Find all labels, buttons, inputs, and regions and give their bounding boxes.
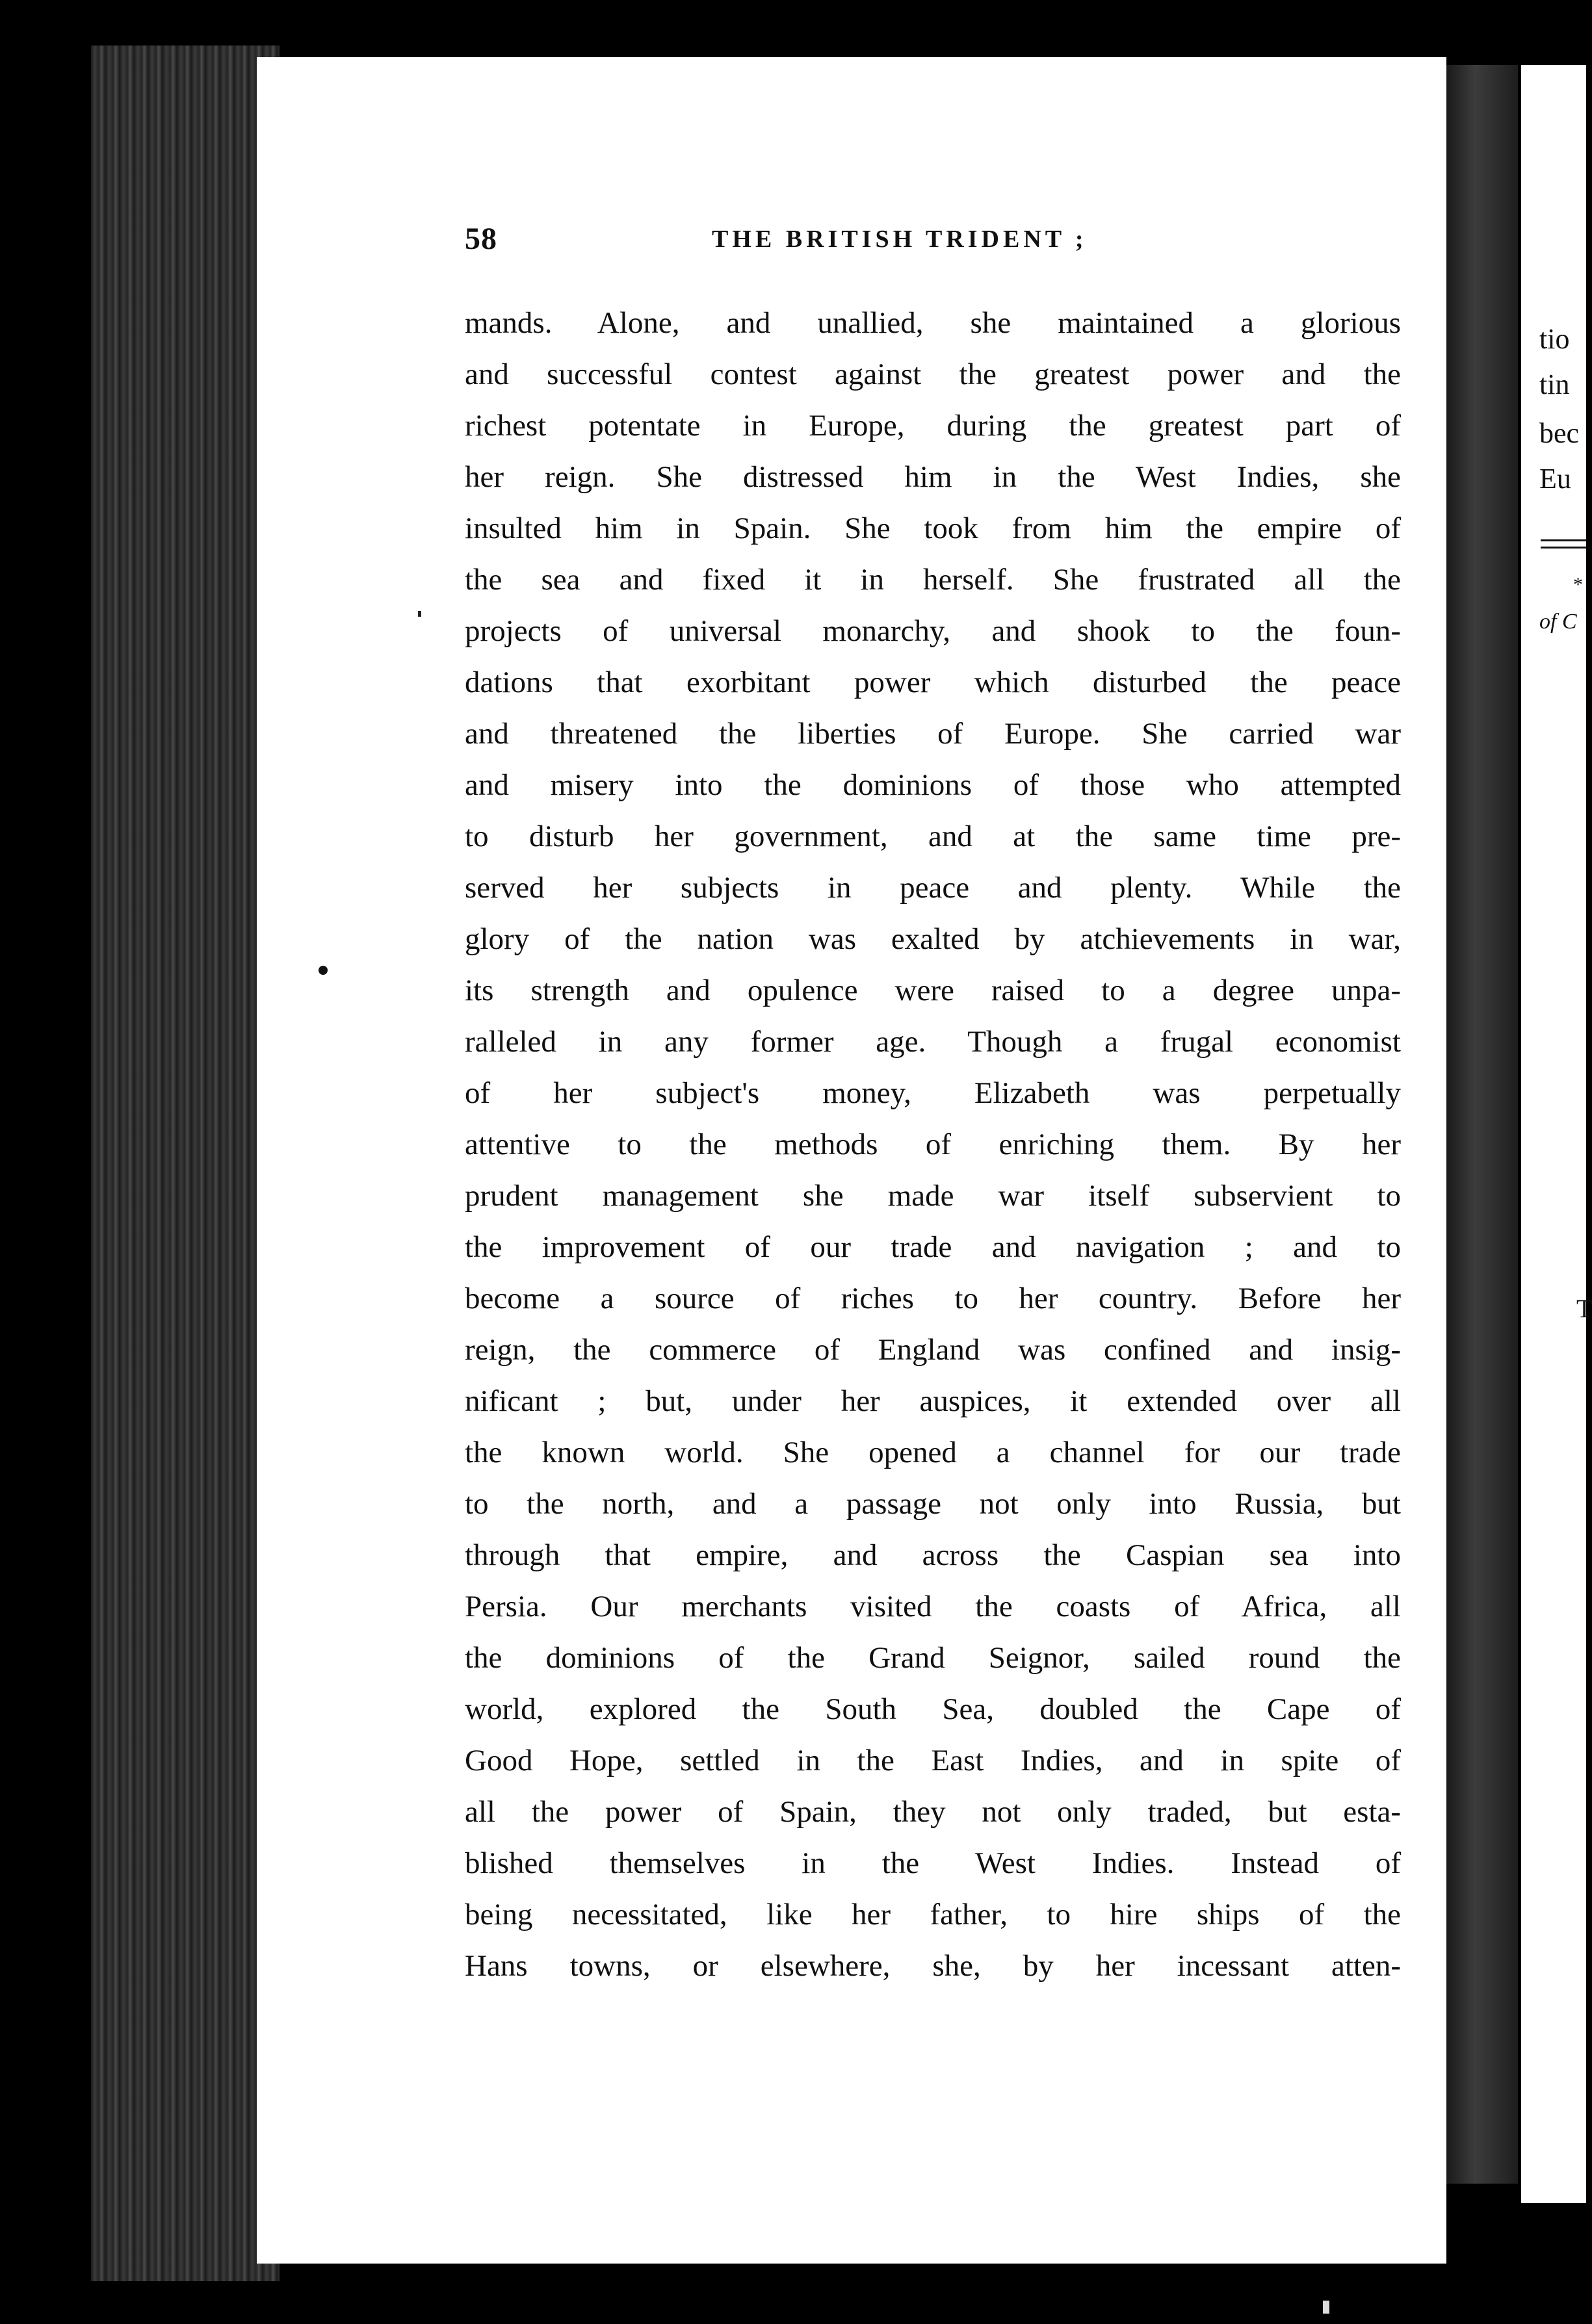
text-line: and threatened the liberties of Europe. She carried war — [465, 717, 1401, 751]
text-line: the sea and fixed it in herself. She frustrated all the — [465, 563, 1401, 597]
text-line: prudent management she made war itself subservient to — [465, 1179, 1401, 1213]
scan-mark — [1323, 2301, 1329, 2314]
text-line: through that empire, and across the Caspian sea into — [465, 1538, 1401, 1572]
next-page-line: tin — [1539, 368, 1570, 400]
text-line: nificant ; but, under her auspices, it extended over all — [465, 1384, 1401, 1418]
text-line: blished themselves in the West Indies. Instead of — [465, 1846, 1401, 1880]
text-line: projects of universal monarchy, and shook to the foun- — [465, 614, 1401, 648]
page-gutter — [1446, 65, 1518, 2184]
text-line: glory of the nation was exalted by atchievements in war, — [465, 922, 1401, 956]
ink-spot — [319, 966, 328, 975]
text-line: dations that exorbitant power which disturbed the peace — [465, 665, 1401, 699]
next-page-mark: * — [1573, 574, 1583, 595]
next-page-line: Eu — [1539, 463, 1571, 495]
text-line: all the power of Spain, they not only traded, but esta- — [465, 1795, 1401, 1829]
book-spine — [91, 45, 280, 2281]
text-line: reign, the commerce of England was confined and insig- — [465, 1333, 1401, 1367]
text-line: richest potentate in Europe, during the greatest part of — [465, 409, 1401, 443]
next-page-line: T — [1576, 1294, 1592, 1323]
running-head — [465, 221, 1401, 260]
text-line: mands. Alone, and unallied, she maintained a glorious — [465, 306, 1401, 340]
text-line: its strength and opulence were raised to a degree unpa- — [465, 974, 1401, 1007]
body-text — [465, 298, 1401, 1992]
ink-speck — [418, 611, 421, 617]
running-title: THE BRITISH TRIDENT ; — [712, 226, 1088, 253]
text-line: and misery into the dominions of those who attempted — [465, 768, 1401, 802]
text-line: Persia. Our merchants visited the coasts of Africa, all — [465, 1590, 1401, 1623]
next-page-line: of C — [1539, 610, 1577, 634]
text-line: world, explored the South Sea, doubled the Cape of — [465, 1692, 1401, 1726]
text-line: insulted him in Spain. She took from him the empire of — [465, 511, 1401, 545]
text-line: the known world. She opened a channel for our trade — [465, 1436, 1401, 1469]
text-line: to disturb her government, and at the same time pre- — [465, 820, 1401, 853]
text-line: attentive to the methods of enriching them. By her — [465, 1128, 1401, 1161]
text-line: her reign. She distressed him in the West Indies, she — [465, 460, 1401, 494]
text-line: become a source of riches to her country. Before her — [465, 1282, 1401, 1315]
text-line: and successful contest against the greatest power and the — [465, 357, 1401, 391]
next-page-rule — [1541, 539, 1586, 549]
next-page-line: bec — [1539, 417, 1580, 449]
page-number: 58 — [465, 222, 497, 256]
text-line: ralleled in any former age. Though a frugal economist — [465, 1025, 1401, 1059]
next-page-fragment — [1521, 65, 1592, 2203]
text-line: being necessitated, like her father, to hire ships of the — [465, 1898, 1401, 1931]
text-line: Good Hope, settled in the East Indies, and in spite of — [465, 1744, 1401, 1777]
text-line: Hans towns, or elsewhere, she, by her incessant atten- — [465, 1949, 1401, 1983]
text-line: the dominions of the Grand Seignor, sailed round the — [465, 1641, 1401, 1675]
text-line: the improvement of our trade and navigation ; and to — [465, 1230, 1401, 1264]
text-line: served her subjects in peace and plenty. While the — [465, 871, 1401, 905]
text-line: to the north, and a passage not only into Russia, but — [465, 1487, 1401, 1521]
next-page-line: tio — [1539, 323, 1570, 355]
text-line: of her subject's money, Elizabeth was perpetually — [465, 1076, 1401, 1110]
